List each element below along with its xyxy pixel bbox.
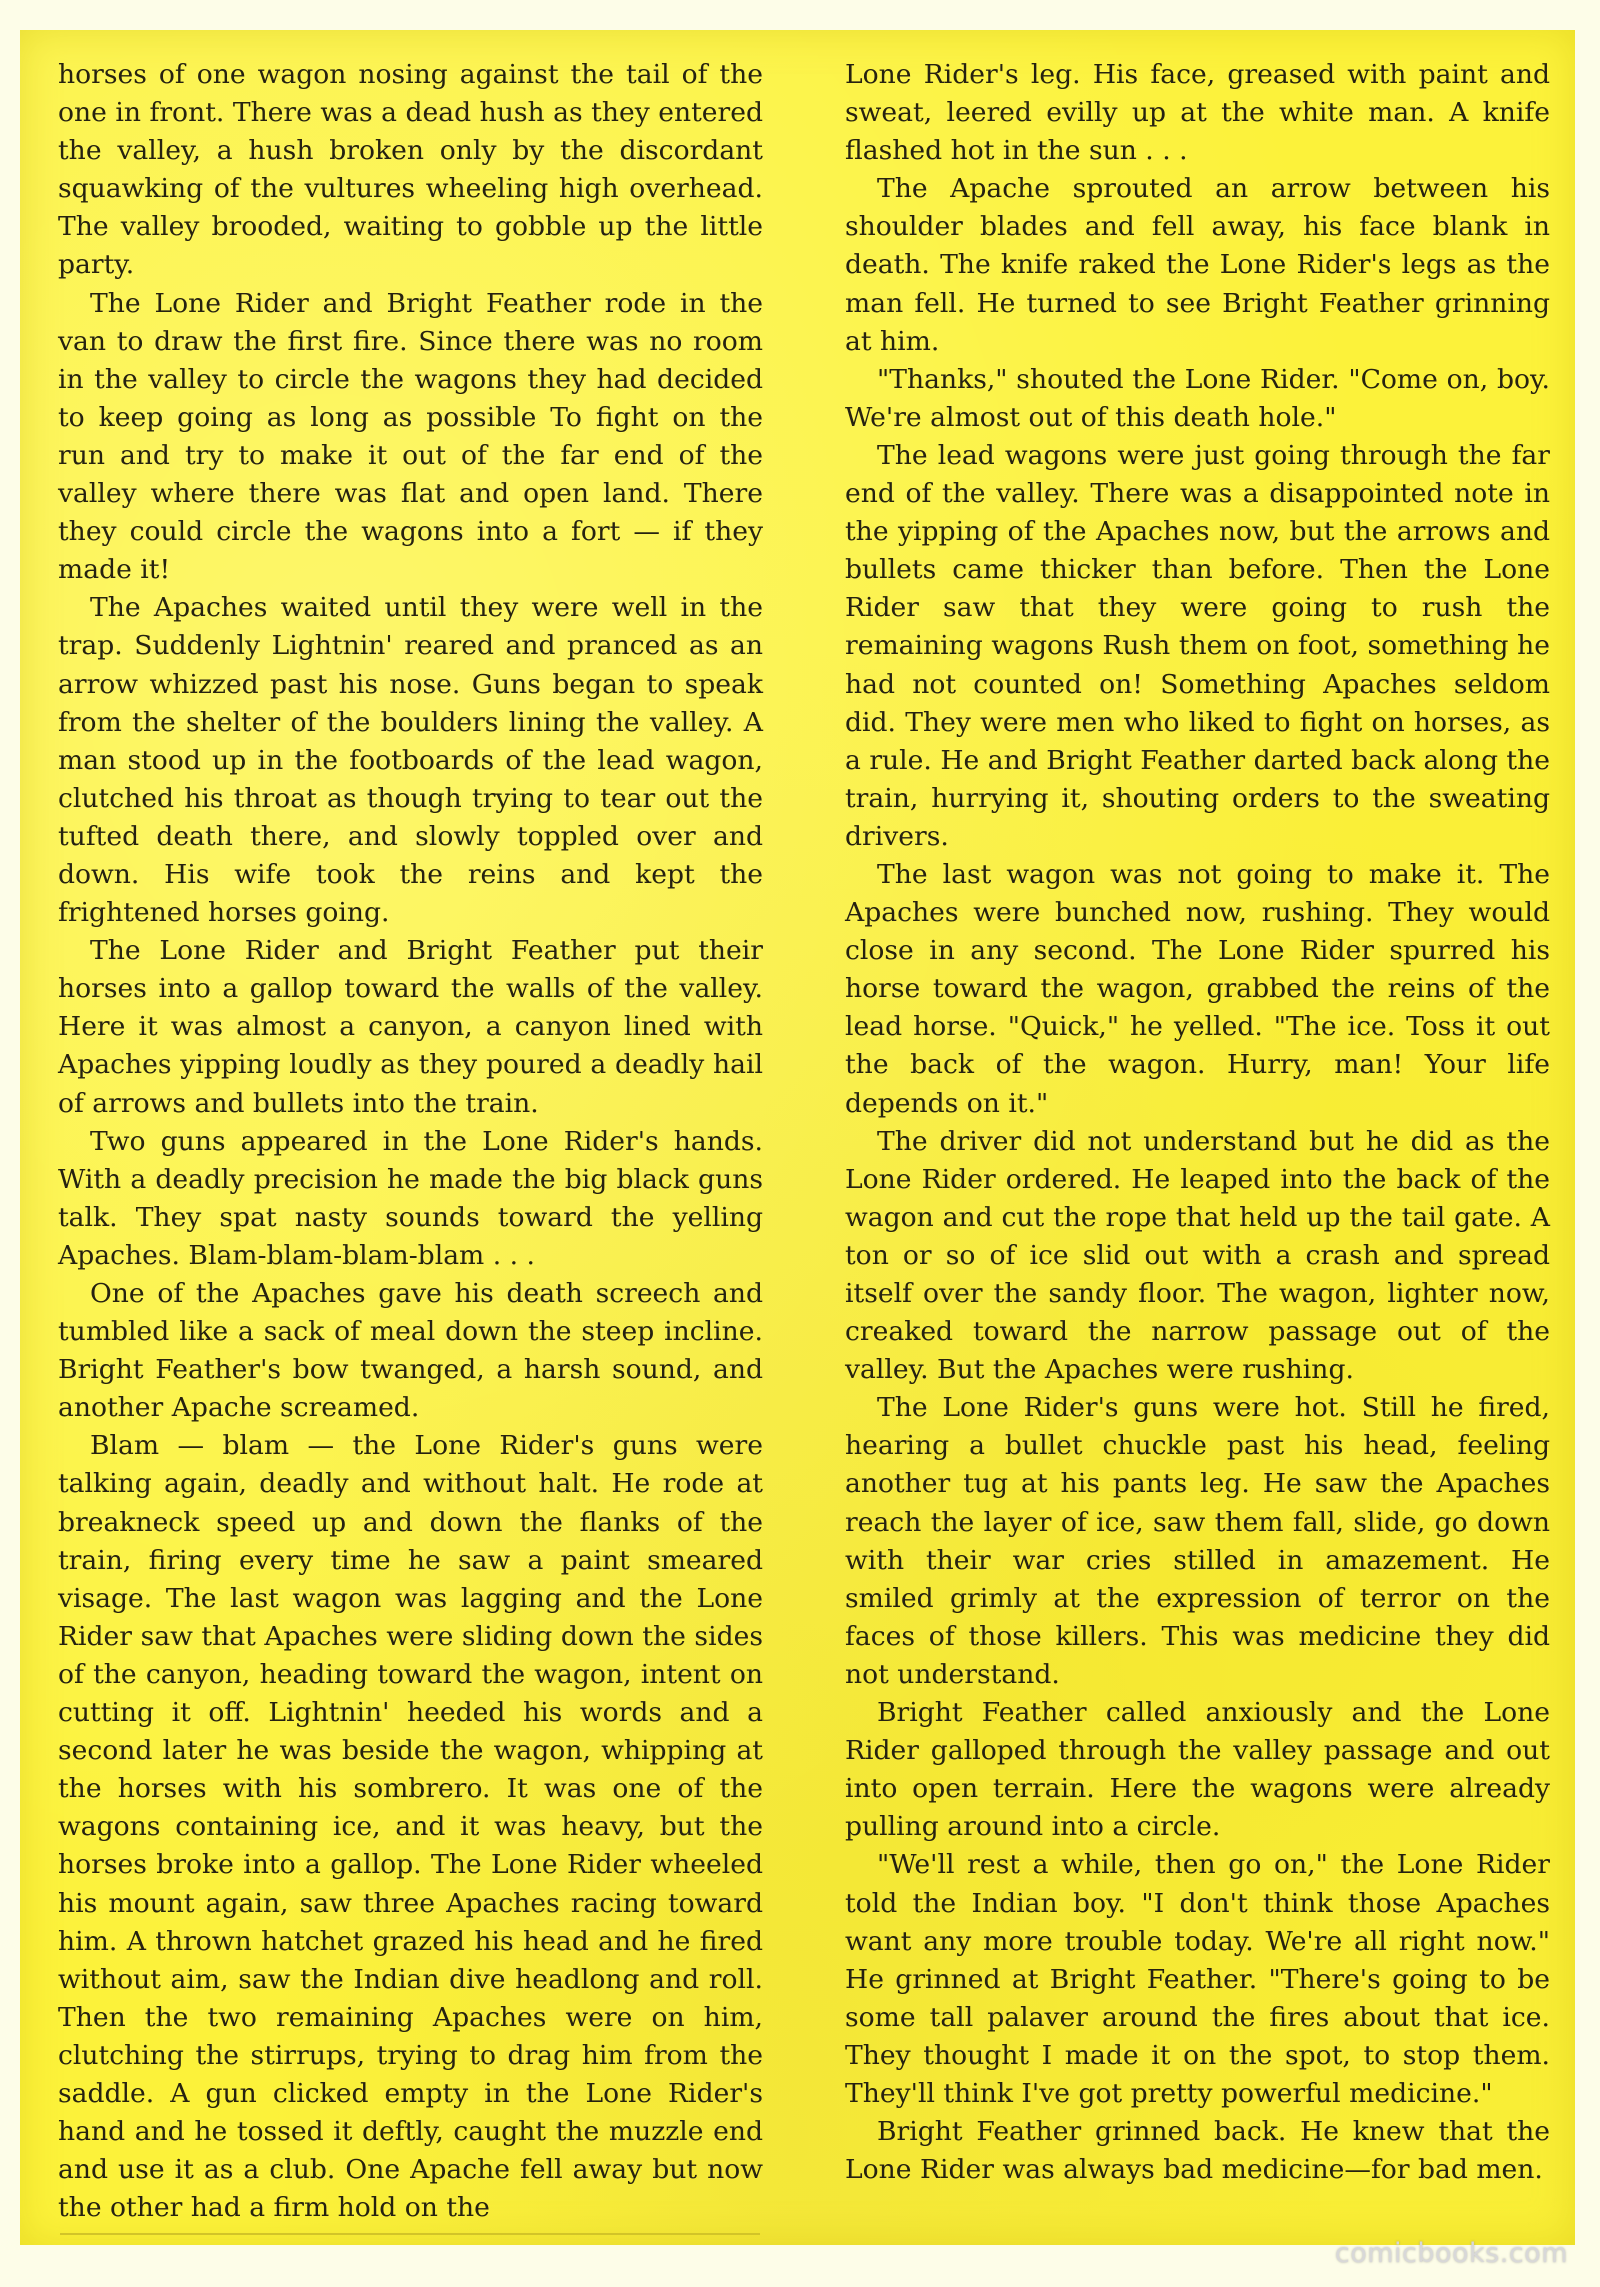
paragraph: Blam — blam — the Lone Rider's guns were talking again, deadly and without halt. He rode at breakneck speed up and down the flanks of the train, firing every time he saw a paint smeared visage. The last wagon was lagging and the Lone Rider saw that Apaches were sliding down the sides of the canyon, heading toward the wagon, intent on cutting it off. Lightnin' heeded his words and a second later he was beside the wagon, whipping at the horses with his sombrero. It was one of the wagons containing ice, and it was heavy, but the horses broke into a gallop. The Lone Rider wheeled his mount again, saw three Apaches racing toward him. A thrown hatchet grazed his head and he fired without aim, saw the Indian dive headlong and roll. Then the two remaining Apaches were on him, clutching the stirrups, trying to drag him from the saddle. A gun clicked empty in the Lone Rider's hand and he tossed it deftly, caught the muzzle end and use it as a club. One Apache fell away but now the other had a firm hold on the xyxy=(58,1430,763,2224)
paragraph: The Lone Rider and Bright Feather put their horses into a gallop toward the walls of the valley. Here it was almost a canyon, a canyon lined with Apaches yipping loudly as they poured a deadly hail of arrows and bullets into the train. xyxy=(58,935,763,1119)
paragraph: Lone Rider's leg. His face, greased with paint and sweat, leered evilly up at the white man. A knife flashed hot in the sun . . . xyxy=(845,59,1550,167)
site-watermark: comicbooks.com xyxy=(1334,2238,1568,2269)
column-end-rule xyxy=(60,2233,760,2235)
paragraph: Bright Feather grinned back. He knew that the Lone Rider was always bad medicine—for bad men. xyxy=(845,2116,1550,2186)
paragraph: Two guns appeared in the Lone Rider's hands. With a deadly precision he made the big black guns talk. They spat nasty sounds toward the yelling Apaches. Blam-blam-blam-blam . . . xyxy=(58,1125,763,1271)
left-text-column xyxy=(58,56,763,2227)
paragraph: "Thanks," shouted the Lone Rider. "Come on, boy. We're almost out of this death hole." xyxy=(845,363,1550,433)
paragraph: The Lone Rider's guns were hot. Still he fired, hearing a bullet chuckle past his head, feeling another tug at his pants leg. He saw the Apaches reach the layer of ice, saw them fall, slide, go down with their war cries stilled in amazement. He smiled grimly at the expression of terror on the faces of those killers. This was medicine they did not understand. xyxy=(845,1392,1550,1690)
paragraph: The Apache sprouted an arrow between his shoulder blades and fell away, his face blank in death. The knife raked the Lone Rider's legs as the man fell. He turned to see Bright Feather grinning at him. xyxy=(845,173,1550,357)
right-text-column xyxy=(845,56,1550,2189)
paragraph: The Lone Rider and Bright Feather rode in the van to draw the first fire. Since there was no room in the valley to circle the wagons they had decided to keep going as long as possible To fight on the run and try to make it out of the far end of the valley where there was flat and open land. There they could circle the wagons into a fort — if they made it! xyxy=(58,287,763,586)
paragraph: One of the Apaches gave his death screech and tumbled like a sack of meal down the steep incline. Bright Feather's bow twanged, a harsh sound, and another Apache screamed. xyxy=(58,1278,763,1424)
paragraph: Bright Feather called anxiously and the Lone Rider galloped through the valley passage and out into open terrain. Here the wagons were already pulling around into a circle. xyxy=(845,1697,1550,1843)
paragraph: The Apaches waited until they were well in the trap. Suddenly Lightnin' reared and pranced as an arrow whizzed past his nose. Guns began to speak from the shelter of the boulders lining the valley. A man stood up in the footboards of the lead wagon, clutched his throat as though trying to tear out the tufted death there, and slowly toppled over and down. His wife took the reins and kept the frightened horses going. xyxy=(58,592,763,929)
paragraph: The driver did not understand but he did as the Lone Rider ordered. He leaped into the back of the wagon and cut the rope that held up the tail gate. A ton or so of ice slid out with a crash and spread itself over the sandy floor. The wagon, lighter now, creaked toward the narrow passage out of the valley. But the Apaches were rushing. xyxy=(845,1125,1550,1386)
story-page xyxy=(20,30,1575,2245)
paragraph: horses of one wagon nosing against the tail of the one in front. There was a dead hush as they entered the valley, a hush broken only by the discordant squawking of the vultures wheeling high overhead. The valley brooded, waiting to gobble up the little party. xyxy=(58,59,763,281)
paragraph: The lead wagons were just going through the far end of the valley. There was a disappointed note in the yipping of the Apaches now, but the arrows and bullets came thicker than before. Then the Lone Rider saw that they were going to rush the remaining wagons Rush them on foot, something he had not counted on! Something Apaches seldom did. They were men who liked to fight on horses, as a rule. He and Bright Feather darted back along the train, hurrying it, shouting orders to the sweating drivers. xyxy=(845,439,1550,852)
paragraph: The last wagon was not going to make it. The Apaches were bunched now, rushing. They would close in any second. The Lone Rider spurred his horse toward the wagon, grabbed the reins of the lead horse. "Quick," he yelled. "The ice. Toss it out the back of the wagon. Hurry, man! Your life depends on it." xyxy=(845,858,1550,1119)
paragraph: "We'll rest a while, then go on," the Lone Rider told the Indian boy. "I don't think those Apaches want any more trouble today. We're all right now." He grinned at Bright Feather. "There's going to be some tall palaver around the fires about that ice. They thought I made it on the spot, to stop them. They'll think I've got pretty powerful medicine." xyxy=(845,1849,1550,2109)
